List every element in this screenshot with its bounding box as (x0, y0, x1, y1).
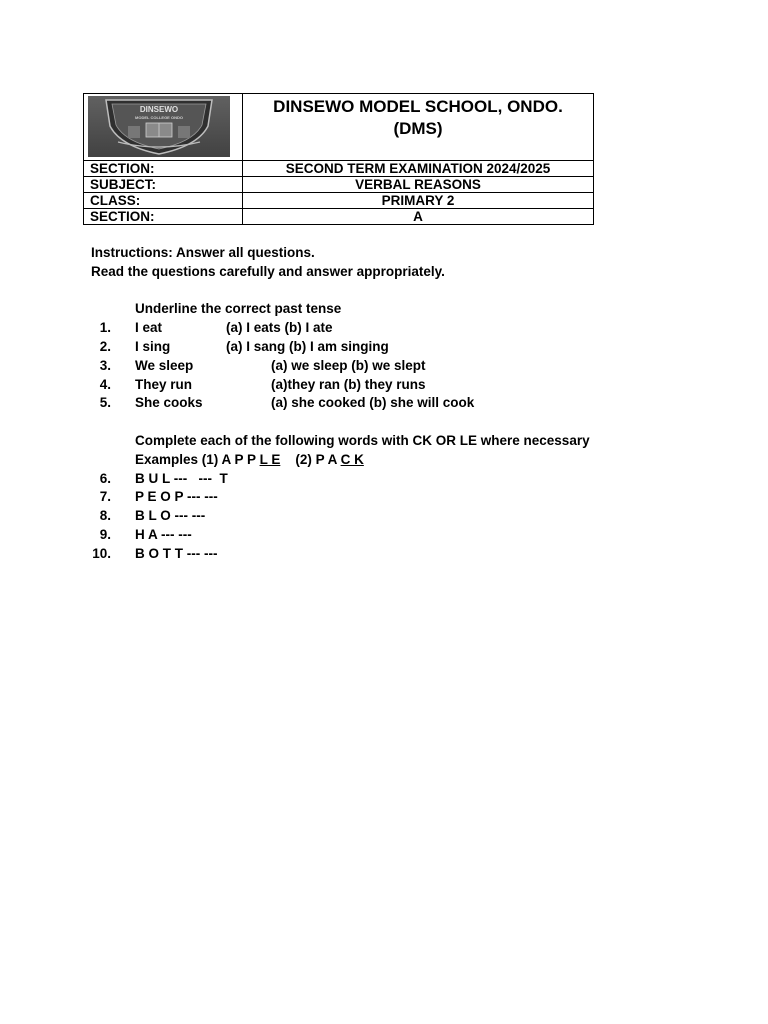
example-mid: (2) P A (280, 451, 341, 467)
question-options: (a) we sleep (b) we slept (271, 357, 426, 373)
part1-heading: Underline the correct past tense (135, 301, 342, 317)
logo-cell (84, 94, 243, 161)
question-number: 8. (99, 508, 111, 524)
part1-heading-row (91, 300, 711, 319)
header-value-exam: SECOND TERM EXAMINATION 2024/2025 (243, 161, 594, 177)
question-row (91, 394, 711, 413)
header-value-class: PRIMARY 2 (243, 193, 594, 209)
instructions-line-2: Read the questions carefully and answer appropriately. (91, 263, 445, 279)
question-text: B L O --- --- (135, 508, 206, 524)
school-name-cell (243, 94, 594, 161)
question-row (91, 488, 711, 507)
question-number: 2. (99, 338, 111, 354)
question-row (91, 507, 711, 526)
example-prefix: Examples (1) A P P (135, 451, 260, 467)
exam-header-table (83, 93, 594, 225)
question-stem: She cooks (135, 395, 203, 411)
question-number: 10. (92, 545, 111, 561)
question-text: B U L --- --- T (135, 470, 228, 486)
header-label-section: SECTION: (84, 161, 243, 177)
examples-row (91, 451, 711, 470)
question-text: B O T T --- --- (135, 545, 218, 561)
school-logo (88, 96, 230, 157)
examples-line (135, 451, 364, 470)
header-label-class: CLASS: (84, 193, 243, 209)
question-row (91, 545, 711, 564)
question-options: (a) I sang (b) I am singing (226, 338, 389, 354)
header-value-subject: VERBAL REASONS (243, 177, 594, 193)
question-stem: They run (135, 376, 193, 392)
question-text: H A --- --- (135, 526, 192, 542)
instructions-line-1: Instructions: Answer all questions. (91, 245, 315, 260)
question-row (91, 376, 711, 395)
question-number: 6. (99, 470, 111, 486)
question-number: 5. (99, 395, 111, 411)
question-number: 9. (99, 526, 111, 542)
header-label-subject: SUBJECT: (84, 177, 243, 193)
question-stem: We sleep (135, 357, 194, 373)
question-options: (a)they ran (b) they runs (271, 376, 426, 392)
logo-text: DINSEWO (139, 105, 179, 114)
question-stem: I eat (135, 320, 163, 336)
school-name: DINSEWO MODEL SCHOOL, ONDO. (273, 97, 563, 116)
question-stem: I sing (135, 338, 171, 354)
example-2-answer: C K (340, 451, 364, 467)
question-options: (a) she cooked (b) she will cook (271, 395, 475, 411)
exam-content (91, 244, 711, 564)
question-number: 4. (99, 376, 111, 392)
question-options: (a) I eats (b) I ate (226, 320, 333, 336)
part2-heading: Complete each of the following words with CK OR LE where necessary (135, 432, 590, 448)
question-number: 7. (99, 489, 111, 505)
question-number: 3. (99, 357, 111, 373)
logo-subtext: MODEL COLLEGE ONDO (135, 115, 183, 120)
question-number: 1. (99, 320, 111, 336)
example-1-answer: L E (259, 451, 281, 467)
part2-heading-row (91, 432, 711, 451)
question-row (91, 319, 711, 338)
header-value-section: A (243, 209, 594, 225)
question-row (91, 470, 711, 489)
question-row (91, 338, 711, 357)
question-text: P E O P --- --- (135, 489, 218, 505)
question-row (91, 357, 711, 376)
school-abbreviation: (DMS) (393, 119, 443, 138)
question-row (91, 526, 711, 545)
header-label-section-2: SECTION: (84, 209, 243, 225)
